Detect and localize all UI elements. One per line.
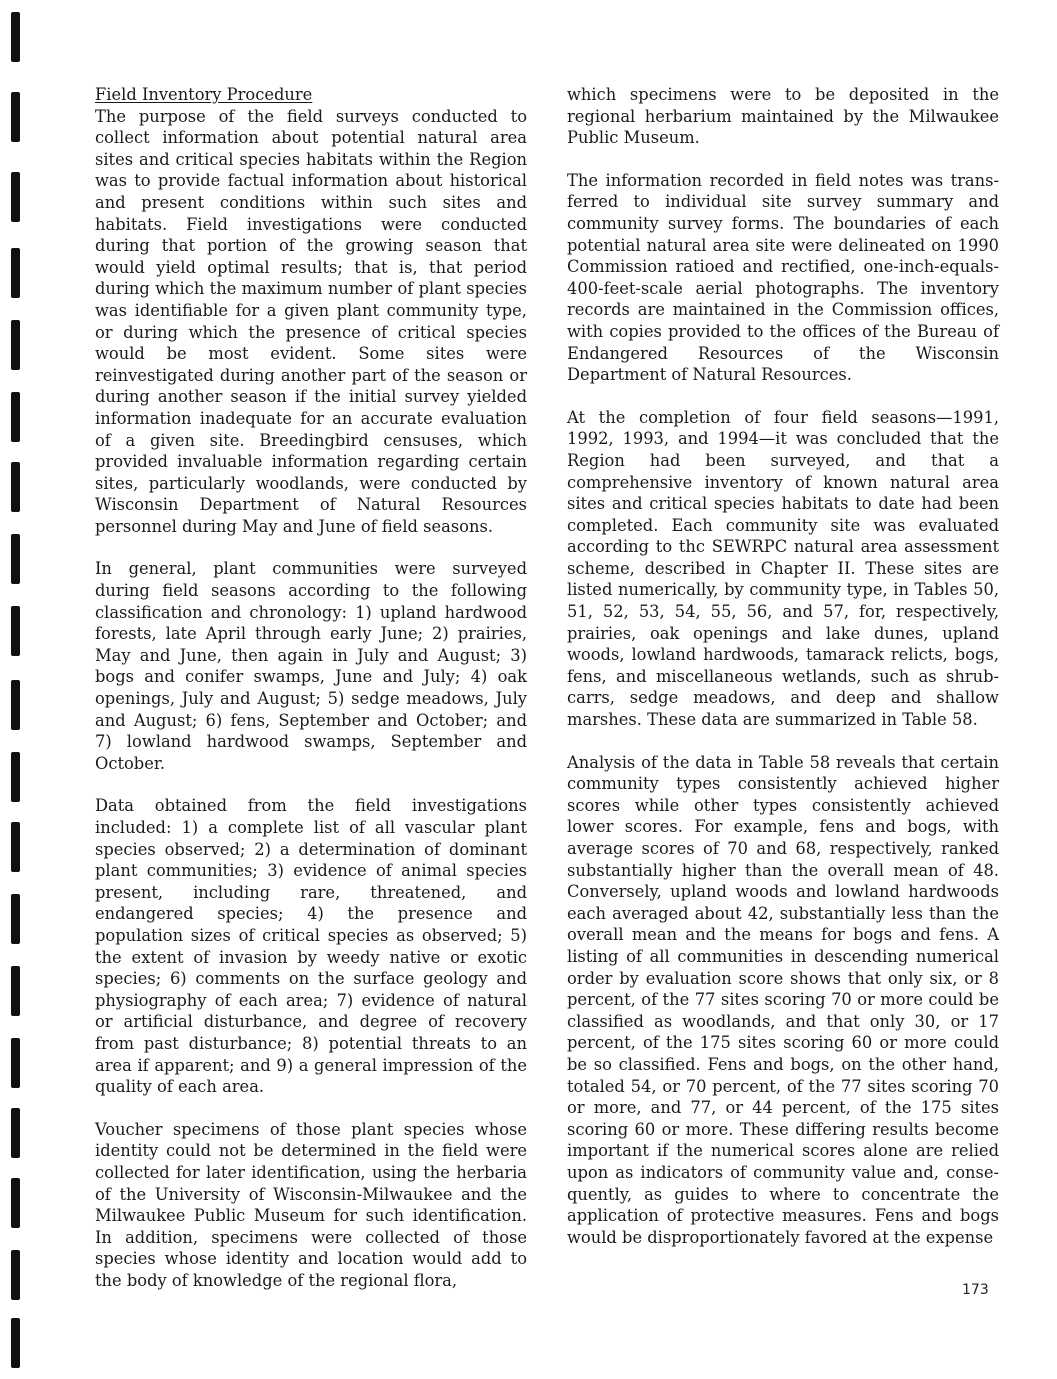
paragraph: Data obtained from the field investigations included: 1) a complete list of all vascular plant species observed; 2) a determination of dominant plant communities; 3) evidence of animal species present, including rare, threatened, and endangered species; 4) the presence and population sizes of critical species as observed; 5) the extent of invasion by weedy native or exotic species; 6) comments on the surface geology and physiography of each area; 7) evidence of natural or artificial disturbance, and degree of recovery from past disturbance; 8) potential threats to an area if apparent; and 9) a general impression of the quality of each area.	[95, 796, 527, 1097]
paragraph: The purpose of the field surveys conducted to collect information about potential natural area sites and critical species habitats within the Region was to provide factual information about historical and present conditions within such sites and habitats. Field investigations were conducted during that portion of the growing season that would yield optimal results; that is, that period during which the maximum number of plant species was identifiable for a given plant community type, or during which the presence of critical species would be most evident. Some sites were reinvestigated during another part of the season or during another season if the initial survey yielded information inadequate for an accurate evaluation of a given site. Breedingbird censuses, which provided invaluable information regarding certain sites, particularly woodlands, were conducted by Wisconsin Department of Natural Resources personnel during May and June of field seasons.	[95, 106, 527, 536]
paragraph: In general, plant communities were surveyed during field seasons according to the following classification and chronology: 1) upland hardwood forests, late April through early June; 2) prairies, May and June, then again in July and August; 3) bogs and conifer swamps, June and July; 4) oak openings, July and August; 5) sedge meadows, July and August; 6) fens, September and October; and 7) lowland hardwood swamps, September and October.	[95, 559, 527, 773]
paragraph: Voucher specimens of those plant species whose identity could not be determined in the field were collected for later identification, using the herbaria of the University of Wisconsin-Milwaukee and the Milwaukee Public Museum for such identification. In addition, specimens were collected of those species whose identity and location would add to the body of knowledge of the regional flora,	[95, 1119, 527, 1290]
right-column	[567, 84, 999, 1269]
section-heading: Field Inventory Procedure	[95, 85, 313, 104]
paragraph: which specimens were to be deposited in the regional herbarium maintained by the Milwaukee Public Museum.	[567, 85, 999, 148]
paragraph: Analysis of the data in Table 58 reveals that certain community types consistently achieved higher scores while other types consistently achieved lower scores. For example, fens and bogs, with average scores of 70 and 68, respectively, ranked substantially higher than the overall mean of 48. Conversely, upland woods and lowland hardwoods each averaged about 42, substantially less than the overall mean and the means for bogs and fens. A listing of all communities in descending numerical order by evaluation score shows that only six, or 8 percent, of the 77 sites scoring 70 or more could be classified as woodlands, and that only 30, or 17 percent, of the 175 sites scoring 60 or more could be so classified. Fens and bogs, on the other hand, totaled 54, or 70 percent, of the 77 sites scoring 70 or more, and 77, or 44 percent, of the 175 sites scoring 60 or more. These differing results become important if the numerical scores alone are relied upon as indicators of community value and, consequently, as guides to where to concentrate the application of protective measures. Fens and bogs would be disproportionately favored at the expense	[567, 752, 999, 1247]
left-column	[95, 84, 527, 1312]
paragraph: The information recorded in field notes was transferred to individual site survey summary and community survey forms. The boundaries of each potential natural area site were delineated on 1990 Commission ratioed and rectified, one-inch-equals-400-feet-scale aerial photographs. The inventory records are maintained in the Commission offices, with copies provided to the offices of the Bureau of Endangered Resources of the Wisconsin Department of Natural Resources.	[567, 170, 999, 385]
paragraph: At the completion of four field seasons—1991, 1992, 1993, and 1994—it was concluded that the Region had been surveyed, and that a comprehensive inventory of known natural area sites and critical species habitats to date had been completed. Each community site was evaluated according to thc SEWRPC natural area assessment scheme, described in Chapter II. These sites are listed numerically, by community type, in Tables 50, 51, 52, 53, 54, 55, 56, and 57, for, respectively, prairies, oak openings and lake dunes, upland woods, lowland hardwoods, tamarack relicts, bogs, fens, and miscellaneous wetlands, such as shrub-carrs, sedge meadows, and deep and shallow marshes. These data are summarized in Table 58.	[567, 407, 999, 730]
page-number: 173	[962, 1282, 989, 1298]
